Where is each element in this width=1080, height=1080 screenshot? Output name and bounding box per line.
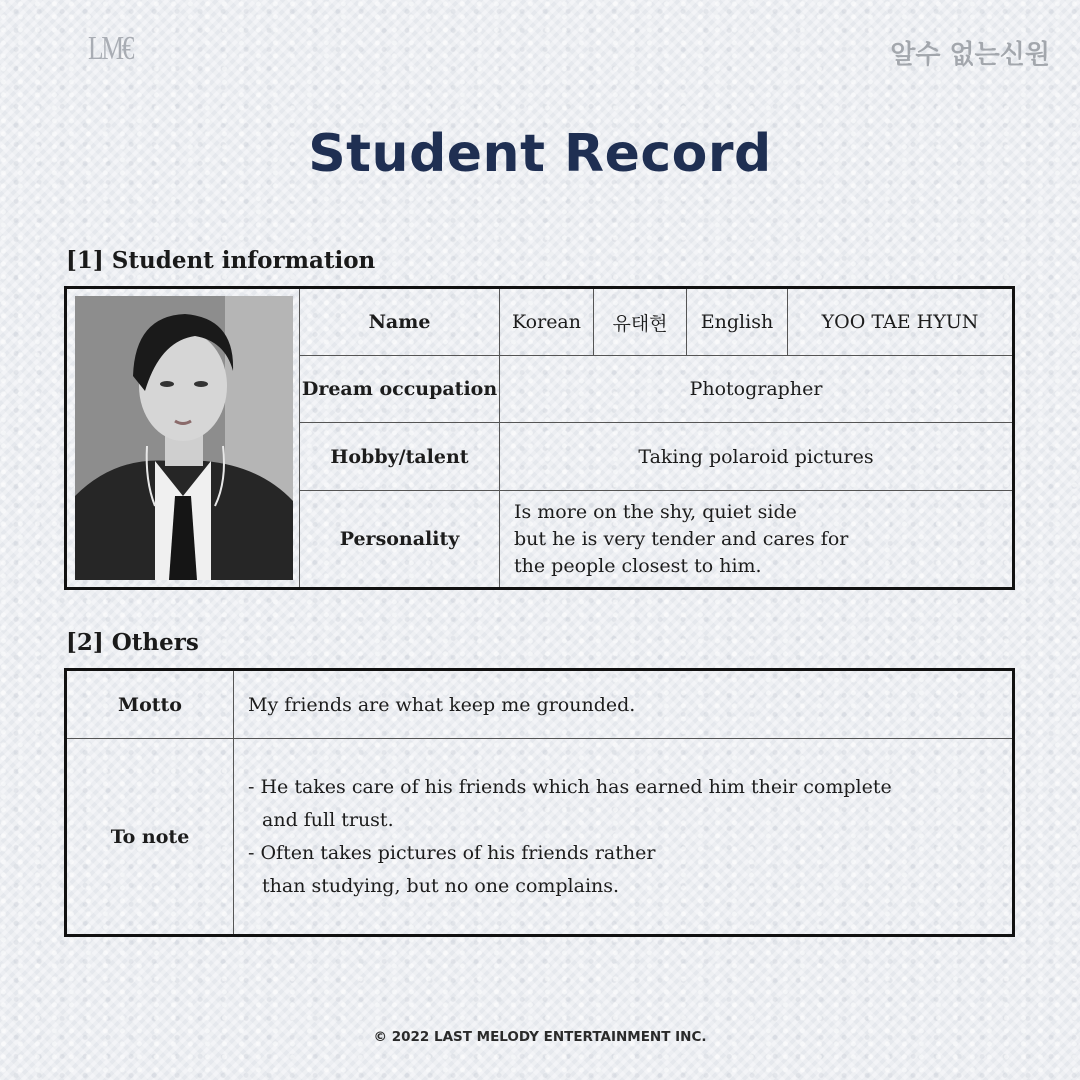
dream-occupation-value: Photographer bbox=[689, 378, 823, 400]
personality-line: but he is very tender and cares for bbox=[514, 527, 849, 550]
personality-line: Is more on the shy, quiet side bbox=[514, 500, 797, 523]
dream-occupation-label: Dream occupation bbox=[301, 378, 498, 400]
section-student-information-heading: [1] Student information bbox=[66, 247, 376, 274]
student-information-table bbox=[64, 286, 1015, 590]
page-title: Student Record bbox=[308, 124, 772, 184]
name-label: Name bbox=[368, 311, 431, 333]
note-line: - Often takes pictures of his friends rather bbox=[248, 841, 656, 864]
section-others-heading: [2] Others bbox=[66, 629, 199, 656]
english-name-value: YOO TAE HYUN bbox=[821, 311, 979, 333]
others-table bbox=[64, 668, 1015, 937]
korean-name-value: 유태현 bbox=[612, 312, 668, 335]
series-logo: 알수 없는신원 bbox=[890, 40, 1050, 70]
to-note-label: To note bbox=[110, 825, 190, 848]
english-label: English bbox=[700, 311, 774, 333]
hobby-talent-value: Taking polaroid pictures bbox=[638, 445, 874, 468]
personality-line: the people closest to him. bbox=[514, 554, 762, 577]
to-note-value bbox=[234, 739, 1012, 934]
copyright-footer: © 2022 LAST MELODY ENTERTAINMENT INC. bbox=[373, 1029, 707, 1045]
note-line: and full trust. bbox=[262, 808, 394, 831]
motto-label: Motto bbox=[118, 693, 182, 716]
note-line: - He takes care of his friends which has earned him their complete bbox=[248, 775, 892, 798]
student-photo bbox=[75, 296, 293, 580]
motto-value: My friends are what keep me grounded. bbox=[248, 693, 636, 716]
hobby-talent-label: Hobby/talent bbox=[330, 445, 469, 468]
portrait-image bbox=[75, 296, 293, 580]
brand-logo: LM€ bbox=[88, 30, 133, 67]
note-line: than studying, but no one complains. bbox=[262, 874, 620, 897]
personality-label: Personality bbox=[339, 528, 460, 550]
personality-value bbox=[500, 491, 1012, 587]
korean-label: Korean bbox=[511, 311, 581, 333]
